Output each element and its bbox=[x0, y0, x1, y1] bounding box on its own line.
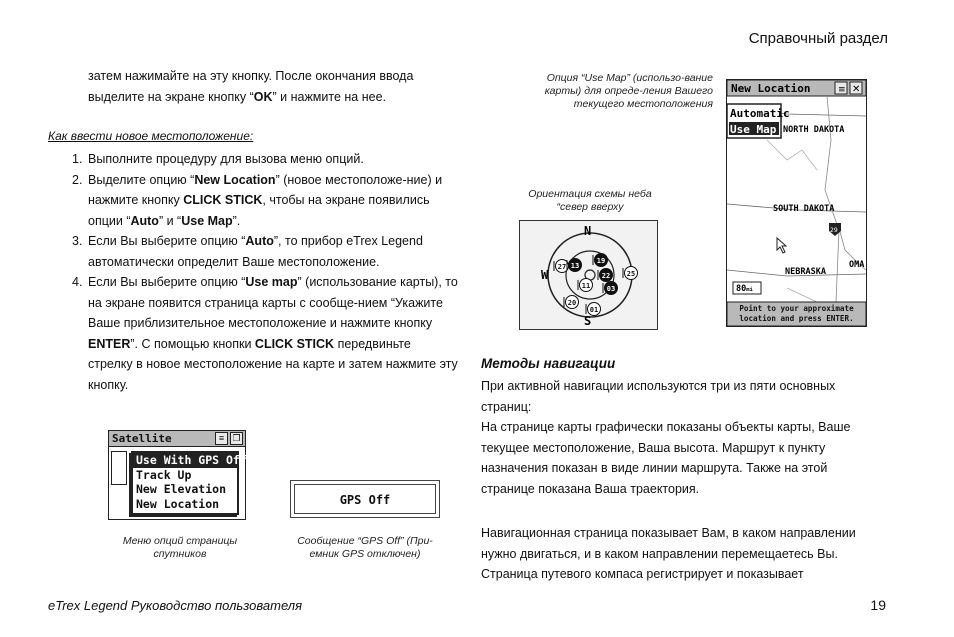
map-title: New Location bbox=[731, 82, 811, 95]
navigation-heading: Методы навигации bbox=[481, 356, 616, 371]
intro-paragraph: затем нажимайте на эту кнопку. После окончания ввода выделите на экране кнопку “OK” и нажмите на нее. bbox=[88, 69, 414, 104]
interstate-number: 29 bbox=[830, 227, 838, 234]
compass-south: S bbox=[584, 314, 592, 328]
navigation-paragraph-1: При активной навигации используются три из пяти основных страниц: На странице карты графически показаны объекты карты, Ваше текущее местоположение, Ваша высота. Маршрут к пункту назначения показан в виде линии маршрута. Также на этой странице показана Ваша траектория. bbox=[481, 379, 851, 496]
label-omaha: OMA bbox=[849, 260, 865, 270]
satellite-id: 11 bbox=[581, 281, 591, 290]
satellite-options-menu bbox=[131, 451, 247, 515]
road bbox=[767, 140, 817, 170]
steps-list bbox=[72, 149, 458, 395]
compass-west: W bbox=[541, 268, 549, 282]
satellite-id: 03 bbox=[606, 284, 616, 293]
use-map-caption: Опция “Use Map” (использо-вание карты) для опреде-ления Вашего текущего местоположения bbox=[544, 72, 713, 110]
satellite-id: 13 bbox=[570, 261, 580, 270]
satellite-id: 01 bbox=[589, 305, 599, 314]
howto-heading: Как ввести новое местоположение: bbox=[48, 129, 254, 143]
menu-icon[interactable]: ≡ bbox=[215, 432, 228, 445]
satellite-id: 19 bbox=[596, 256, 606, 265]
satellite-id: 20 bbox=[567, 298, 577, 307]
satellite-id: 22 bbox=[601, 271, 611, 280]
satellite-titlebar: Satellite bbox=[109, 431, 245, 447]
pages-icon[interactable]: ❐ bbox=[230, 432, 243, 445]
list-item: 2. Выделите опцию “New Location” (новое местоположе-ние) и нажмите кнопку CLICK STICK, чтобы на экране появились опции “Auto” и “Use Map”. bbox=[72, 172, 443, 228]
label-north-dakota: NORTH DAKOTA bbox=[783, 125, 845, 135]
sky-caption: Ориентация схемы неба “север вверху bbox=[528, 188, 652, 213]
list-item: 4. Если Вы выберите опцию “Use map” (использование карты), то на экране появится страница карты с сообще-нием “Укажите Ваше приблизительное местоположение и нажмите кнопку ENTER”. С помощью кнопки CLICK STICK передвиньте стрелку в новое местоположение на карте и затем нажмите эту кнопку. bbox=[72, 275, 458, 392]
satellite-markers bbox=[554, 254, 638, 316]
map-graphic bbox=[727, 80, 866, 326]
map-scale-value: 80mi bbox=[736, 284, 753, 294]
gps-off-message: GPS Off bbox=[294, 484, 436, 514]
list-item: 1. Выполните процедуру для вызова меню опций. bbox=[72, 152, 364, 166]
page-number: 19 bbox=[870, 597, 886, 613]
map-screen bbox=[726, 79, 867, 327]
menu-glyph: ≡ bbox=[838, 85, 846, 95]
map-prompt: Point to your approximate location and press ENTER. bbox=[739, 304, 854, 323]
list-item: 3. Если Вы выберите опцию “Auto”, то прибор eTrex Legend автоматически определит Ваше местоположение. bbox=[72, 234, 423, 269]
satellite-id: 27 bbox=[557, 262, 567, 271]
menu-item-new-elevation[interactable]: New Elevation bbox=[136, 482, 227, 496]
gps-off-caption: Сообщение “GPS Off” (При-емник GPS отключен) bbox=[297, 535, 433, 560]
menu-item-track-up[interactable]: Track Up bbox=[136, 467, 192, 482]
option-automatic[interactable]: Automatic bbox=[730, 107, 790, 120]
gps-off-screen bbox=[290, 480, 440, 518]
compass-north: N bbox=[584, 224, 592, 238]
satellite-id: 25 bbox=[626, 269, 636, 278]
background-panel bbox=[111, 451, 127, 485]
close-glyph: ✕ bbox=[852, 84, 861, 95]
option-use-map[interactable]: Use Map bbox=[730, 123, 777, 136]
navigation-paragraph-2: Навигационная страница показывает Вам, в каком направлении нужно двигаться, и в каком направлении перемещаетесь Вы. Страница путевого компаса регистрирует и показывает bbox=[481, 526, 856, 581]
sky-view-graphic bbox=[520, 221, 657, 329]
pointer-arrow-icon[interactable] bbox=[777, 238, 786, 253]
menu-item-new-location[interactable]: New Location bbox=[136, 496, 220, 511]
sky-view bbox=[519, 220, 658, 330]
label-south-dakota: SOUTH DAKOTA bbox=[773, 204, 835, 214]
section-title: Справочный раздел bbox=[748, 30, 888, 47]
manual-title: eTrex Legend Руководство пользователя bbox=[48, 598, 303, 613]
label-nebraska: NEBRASKA bbox=[785, 267, 826, 277]
satellite-screen bbox=[108, 430, 246, 520]
menu-item-use-with-gps-off[interactable]: Use With GPS Off bbox=[133, 453, 237, 468]
satellite-caption: Меню опций страницы спутников bbox=[122, 535, 238, 560]
